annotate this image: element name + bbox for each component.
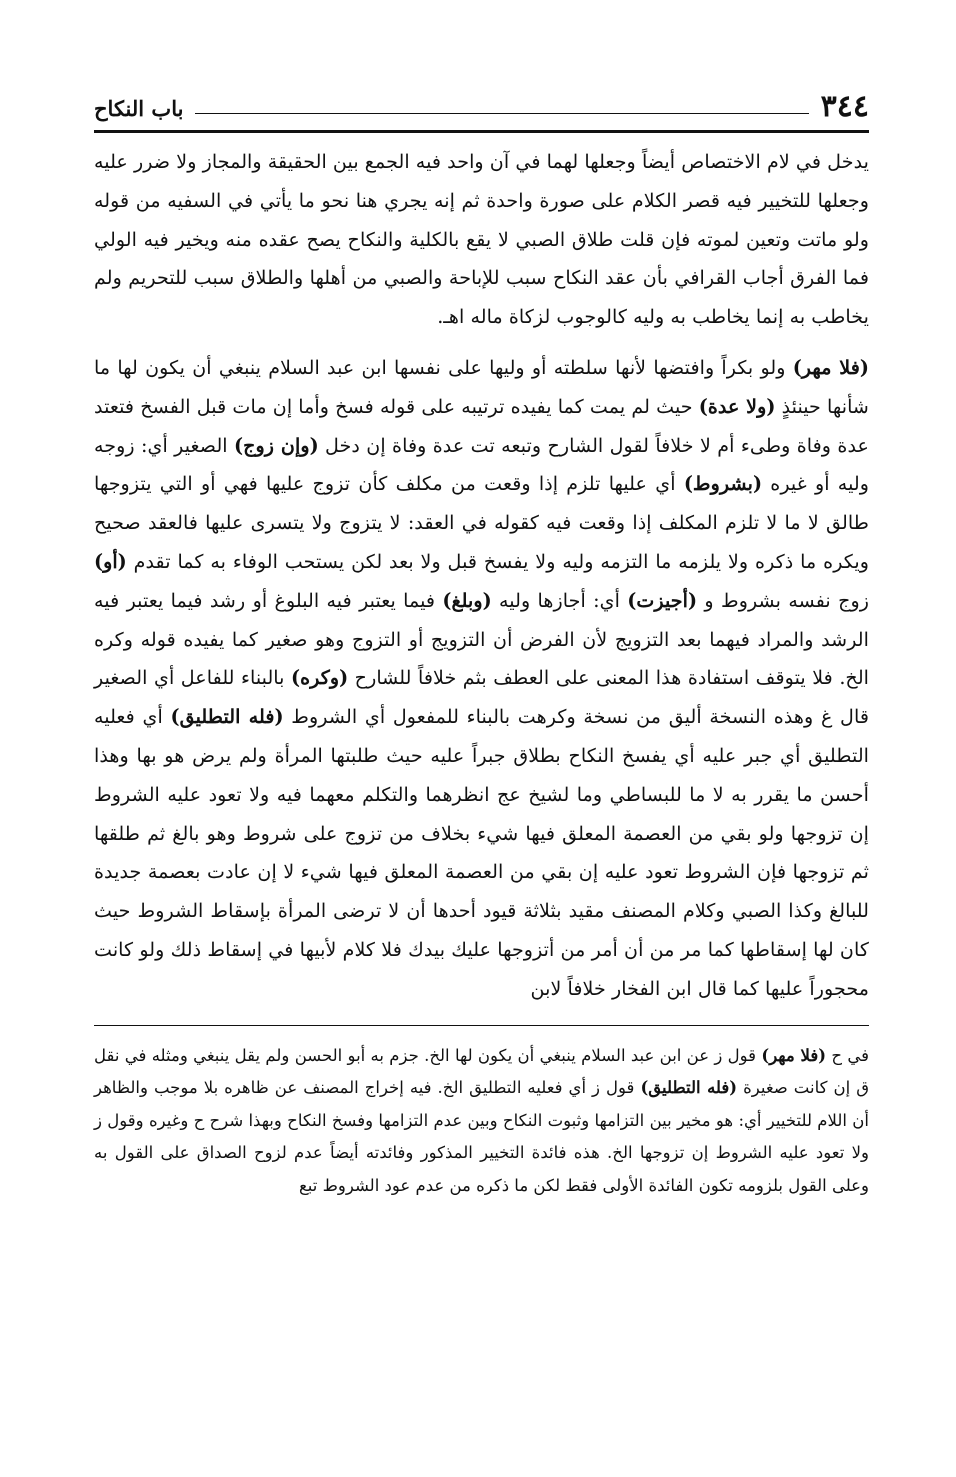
footnote-section [94, 1040, 869, 1203]
text-run: ولو بكراً وافتضها لأنها سلطته أو وليها على نفسها ابن عبد السلام ينبغي أن يكون لها ما شأنها حينئذٍ [94, 355, 869, 418]
text-run: قول ز أي فعليه التطليق الخ. فيه إخراج المصنف عن ظاهره بلا موجب والظاهر أن اللام للتخيير أي: هو مخير بين التزامها وثبوت النكاح وبين عدم التزامها وفسخ النكاح وبهذا شرح ح وغيره وقول ز ولا تعود عليه الشروط إن تزوجها الخ. هذه فائدة التخيير المذكور وفائدته أيضاً عدم لزوح الصداق على القول به وعلى القول بلزومه تكون الفائدة الأولى فقط لكن ما ذكره من عدم عود الشروط تبع [94, 1078, 869, 1195]
page-number: ٣٤٤ [820, 89, 869, 124]
text-run: أي فعليه التطليق أي جبر عليه أي يفسخ النكاح بطلاق جبراً عليه حيث طلبتها المرأة ولم يرض هو بها وهذا أحسن ما يقرر به لا ما للبساطي وما لشيخ عج انظرهما والتكلم معهما فيه ولا تعود عليه الشروط إن تزوجها ولو بقي من العصمة المعلق فيها شيء بخلاف من تزوج على شروط وهو بالغ ثم طلقها ثم تزوجها فإن الشروط تعود عليه إن بقي من العصمة المعلق فيها شيء لا إن عادت بعصمة جديدة للبالغ وكذا الصبي وكلام المصنف مقيد بثلاثة قيود أحدها أن لا ترضى المرأة بإسقاط الشروط حيث كان لها إسقاطها كما مر من أن أمر من أتزوجها عليك بيدك فلا كلام لأبيها في إسقاط ذلك ولو كانت محجوراً عليها كما قال ابن الفخار خلافاً لابن [94, 705, 869, 1000]
bold-term: (وكره) [290, 666, 349, 690]
bold-term: (وبلغ) [442, 588, 492, 612]
text-run: بالبناء للفاعل أي الصغير قال غ وهذه النسخة أليق من نسخة وكرهت بالبناء للمفعول أي الشروط [94, 666, 870, 729]
text-run: أي عليها تلزم إذا وقعت من مكلف كأن تزوج عليها فهي أو التي يتزوجها طالق لا ما لا تلزم المكلف إذا وقعت فيه كقوله في العقد: لا يتزوج ولا يتسرى عليها فالعقد صحيح ويكره ما ذكره ولا يلزمه ما التزمه وليه ولا يفسخ قبل ولا بعد لكن يستحب الوفاء به كما تقدم [94, 472, 869, 573]
text-run: في ح [826, 1045, 870, 1065]
header-divider [94, 130, 869, 133]
header-rule [195, 113, 808, 114]
chapter-title: باب النكاح [94, 96, 184, 121]
text-run: أي: أجازها وليه [491, 588, 628, 612]
text-run: زوج نفسه بشروط و [697, 588, 869, 612]
paragraph-2 [94, 349, 869, 1009]
bold-term: (فله التطليق) [170, 705, 284, 729]
bold-term: (أجيزت) [627, 588, 698, 612]
footnote-divider [94, 1025, 869, 1026]
footnote-text [94, 1040, 869, 1203]
text-run: الصغير أي: زوجه وليه أو غيره [94, 433, 869, 496]
bold-term: (فلا مهر) [792, 355, 869, 379]
text-run: حيث لم يمت كما يفيده ترتيبه على قوله فسخ وأما إن مات قبل الفسخ فتعتد عدة وفاة وطىء أم لا خلافاً لقول الشارح وتبعه تت عدة وفاة إن دخل [94, 394, 869, 457]
bold-term: (بشروط) [683, 472, 763, 496]
bold-term: (فلا مهر) [761, 1045, 827, 1065]
running-header [94, 88, 869, 122]
bold-term: (أو) [94, 549, 127, 573]
bold-term: (ولا عدة) [698, 394, 776, 418]
text-run: فيما يعتبر فيه البلوغ أو رشد فيما يعتبر فيه الرشد والمراد فيهما بعد التزويج لأن الفرض أن التزويج أو التزوج وهو صغير كما يفيده قوله وكره الخ. فلا يتوقف استفادة هذا المعنى على العطف بثم خلافاً للشارح [94, 588, 869, 690]
main-text [94, 143, 869, 1009]
bold-term: (فله التطليق) [640, 1078, 738, 1098]
bold-term: (وإن زوج) [233, 433, 319, 457]
text-run: قول ز عن ابن عبد السلام ينبغي أن يكون لها الخ. جزم به أبو الحسن ولم يقل ينبغي ومثله في نقل ق إن كانت صغيرة [94, 1045, 869, 1098]
paragraph-1: يدخل في لام الاختصاص أيضاً وجعلها لهما في آن واحد فيه الجمع بين الحقيقة والمجاز ولا ضرر عليه وجعلها للتخيير فيه قصر الكلام على صورة واحدة ثم إنه يجري هنا نحو ما يأتي في السفيه من قوله ولو ماتت وتعين لموته فإن قلت طلاق الصبي لا يقع بالكلية والنكاح يصح عقده منه ويخير فيه الولي فما الفرق أجاب القرافي بأن عقد النكاح سبب للإباحة والصبي من أهلها والطلاق سبب للتحريم ولم يخاطب به إنما يخاطب به وليه كالوجوب لزكاة ماله اهـ. [94, 150, 869, 329]
book-page [94, 88, 869, 1203]
